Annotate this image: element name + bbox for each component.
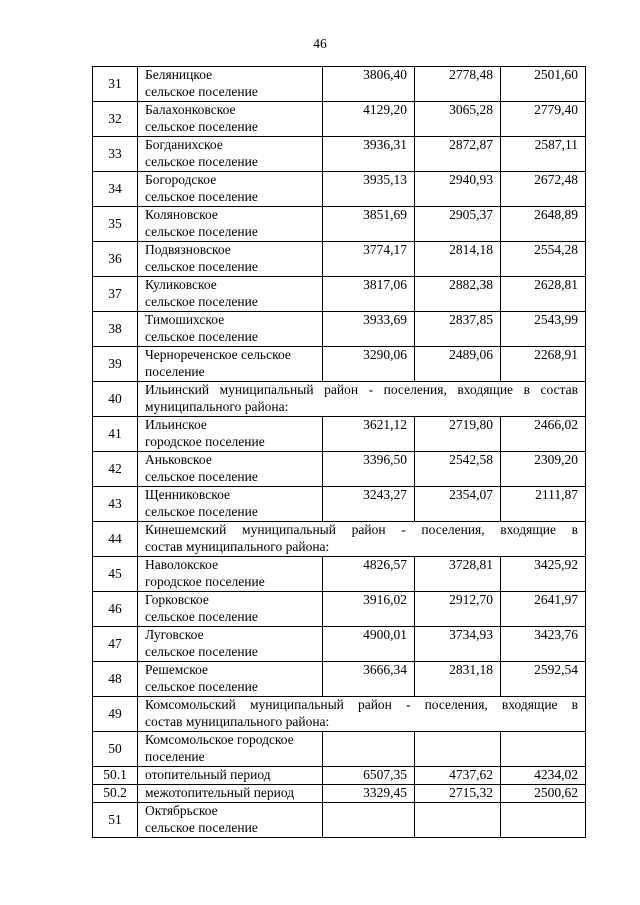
table-row: [93, 102, 586, 137]
settlement-name-line: сельское поселение: [145, 468, 258, 484]
value-cell: 3621,12: [323, 417, 415, 452]
value-cell: 2641,97: [501, 592, 586, 627]
section-heading-line: состав муниципального района:: [145, 713, 330, 729]
settlement-name-line: Октябрьское: [145, 803, 218, 818]
settlement-name: [138, 172, 323, 207]
value-cell: [501, 732, 586, 767]
section-heading-line: Комсомольский муниципальный район - поселения, входящие в: [145, 697, 578, 712]
section-heading: [138, 697, 586, 732]
settlement-name: [138, 785, 323, 803]
row-number: 50: [93, 732, 138, 767]
settlement-name-line: Чернореченское сельское: [145, 347, 291, 362]
settlement-name-line: сельское поселение: [145, 118, 258, 134]
settlement-name-line: Наволокское: [145, 557, 219, 572]
table-row: [93, 452, 586, 487]
row-number: 38: [93, 312, 138, 347]
settlement-name: [138, 312, 323, 347]
value-cell: 3806,40: [323, 67, 415, 102]
settlement-name-line: Луговское: [145, 627, 204, 642]
value-cell: 2542,58: [415, 452, 501, 487]
row-number: 48: [93, 662, 138, 697]
settlement-name: [138, 662, 323, 697]
value-cell: 2779,40: [501, 102, 586, 137]
row-number: 50.2: [93, 785, 138, 803]
row-number: 31: [93, 67, 138, 102]
table-row: [93, 487, 586, 522]
settlement-name-line: Коляновское: [145, 207, 218, 222]
table-row: [93, 242, 586, 277]
value-cell: 3243,27: [323, 487, 415, 522]
settlement-name-line: Щенниковское: [145, 487, 230, 502]
settlement-name: [138, 627, 323, 662]
settlement-name-line: сельское поселение: [145, 819, 258, 835]
settlement-name-line: сельское поселение: [145, 153, 258, 169]
value-cell: 3774,17: [323, 242, 415, 277]
row-number: 36: [93, 242, 138, 277]
tariff-table: [92, 66, 586, 838]
row-number: 50.1: [93, 767, 138, 785]
settlement-name: [138, 592, 323, 627]
table-row: [93, 137, 586, 172]
row-number: 47: [93, 627, 138, 662]
settlement-name: [138, 102, 323, 137]
value-cell: 2648,89: [501, 207, 586, 242]
settlement-name: [138, 767, 323, 785]
settlement-name-line: Комсомольское городское: [145, 732, 294, 747]
value-cell: 3425,92: [501, 557, 586, 592]
section-heading-line: Кинешемский муниципальный район - поселения, входящие в: [145, 522, 578, 537]
row-number: 46: [93, 592, 138, 627]
value-cell: 2466,02: [501, 417, 586, 452]
value-cell: 2719,80: [415, 417, 501, 452]
settlement-name: [138, 487, 323, 522]
value-cell: [323, 732, 415, 767]
section-heading: [138, 522, 586, 557]
value-cell: 3916,02: [323, 592, 415, 627]
table-row: [93, 557, 586, 592]
settlement-name: [138, 452, 323, 487]
settlement-name: [138, 347, 323, 382]
value-cell: 3666,34: [323, 662, 415, 697]
row-number: 40: [93, 382, 138, 417]
table-row: [93, 277, 586, 312]
table-row: [93, 417, 586, 452]
value-cell: 2354,07: [415, 487, 501, 522]
settlement-name: [138, 732, 323, 767]
settlement-name: [138, 242, 323, 277]
settlement-name-line: Беляницкое: [145, 67, 213, 82]
value-cell: 3396,50: [323, 452, 415, 487]
section-row: [93, 697, 586, 732]
value-cell: 2268,91: [501, 347, 586, 382]
table-row: [93, 767, 586, 785]
value-cell: 2831,18: [415, 662, 501, 697]
value-cell: [415, 803, 501, 838]
value-cell: 3329,45: [323, 785, 415, 803]
value-cell: 2500,62: [501, 785, 586, 803]
row-number: 33: [93, 137, 138, 172]
value-cell: 3734,93: [415, 627, 501, 662]
settlement-name-line: Подвязновское: [145, 242, 231, 257]
settlement-name-line: Куликовское: [145, 277, 217, 292]
section-heading-line: состав муниципального района:: [145, 538, 330, 554]
table-row: [93, 207, 586, 242]
value-cell: 3728,81: [415, 557, 501, 592]
value-cell: 2592,54: [501, 662, 586, 697]
value-cell: 2814,18: [415, 242, 501, 277]
settlement-name-line: поселение: [145, 363, 205, 379]
value-cell: 2882,38: [415, 277, 501, 312]
table-row: [93, 67, 586, 102]
section-row: [93, 382, 586, 417]
table-row: [93, 592, 586, 627]
row-number: 51: [93, 803, 138, 838]
settlement-name-line: сельское поселение: [145, 223, 258, 239]
value-cell: 3423,76: [501, 627, 586, 662]
settlement-name-line: сельское поселение: [145, 293, 258, 309]
value-cell: 3933,69: [323, 312, 415, 347]
settlement-name-line: сельское поселение: [145, 643, 258, 659]
settlement-name: [138, 207, 323, 242]
value-cell: 4826,57: [323, 557, 415, 592]
value-cell: 2905,37: [415, 207, 501, 242]
settlement-name-line: сельское поселение: [145, 678, 258, 694]
value-cell: 3851,69: [323, 207, 415, 242]
section-heading-line: Ильинский муниципальный район - поселения, входящие в состав: [145, 382, 578, 397]
value-cell: 2501,60: [501, 67, 586, 102]
row-number: 39: [93, 347, 138, 382]
row-number: 45: [93, 557, 138, 592]
value-cell: 4129,20: [323, 102, 415, 137]
row-number: 35: [93, 207, 138, 242]
settlement-name: [138, 803, 323, 838]
value-cell: 3065,28: [415, 102, 501, 137]
value-cell: 3936,31: [323, 137, 415, 172]
settlement-name-line: поселение: [145, 748, 205, 764]
table-row: [93, 172, 586, 207]
value-cell: 2715,32: [415, 785, 501, 803]
row-number: 43: [93, 487, 138, 522]
settlement-name: [138, 417, 323, 452]
value-cell: 4737,62: [415, 767, 501, 785]
row-number: 32: [93, 102, 138, 137]
table-row: [93, 627, 586, 662]
value-cell: [415, 732, 501, 767]
settlement-name-line: городское поселение: [145, 573, 265, 589]
value-cell: 3935,13: [323, 172, 415, 207]
settlement-name-line: сельское поселение: [145, 608, 258, 624]
table-row: [93, 785, 586, 803]
row-number: 44: [93, 522, 138, 557]
row-number: 42: [93, 452, 138, 487]
row-number: 49: [93, 697, 138, 732]
settlement-name: [138, 557, 323, 592]
settlement-name-line: отопительный период: [145, 767, 271, 782]
value-cell: 2554,28: [501, 242, 586, 277]
settlement-name-line: сельское поселение: [145, 328, 258, 344]
row-number: 41: [93, 417, 138, 452]
settlement-name-line: Богородское: [145, 172, 217, 187]
row-number: 34: [93, 172, 138, 207]
value-cell: 3290,06: [323, 347, 415, 382]
settlement-name-line: сельское поселение: [145, 258, 258, 274]
table-row: [93, 347, 586, 382]
table-row: [93, 732, 586, 767]
settlement-name-line: Горковское: [145, 592, 209, 607]
value-cell: 2489,06: [415, 347, 501, 382]
section-heading: [138, 382, 586, 417]
value-cell: 2872,87: [415, 137, 501, 172]
settlement-name: [138, 277, 323, 312]
value-cell: 2628,81: [501, 277, 586, 312]
section-row: [93, 522, 586, 557]
value-cell: 2543,99: [501, 312, 586, 347]
value-cell: 2309,20: [501, 452, 586, 487]
settlement-name-line: Аньковское: [145, 452, 212, 467]
settlement-name-line: Тимошихское: [145, 312, 225, 327]
value-cell: 2912,70: [415, 592, 501, 627]
section-heading-line: муниципального района:: [145, 398, 289, 414]
value-cell: 2778,48: [415, 67, 501, 102]
settlement-name-line: сельское поселение: [145, 503, 258, 519]
table-row: [93, 803, 586, 838]
settlement-name-line: Балахонковское: [145, 102, 236, 117]
settlement-name-line: Богданихское: [145, 137, 223, 152]
settlement-name: [138, 67, 323, 102]
row-number: 37: [93, 277, 138, 312]
value-cell: 4900,01: [323, 627, 415, 662]
value-cell: 2837,85: [415, 312, 501, 347]
value-cell: 6507,35: [323, 767, 415, 785]
settlement-name-line: сельское поселение: [145, 83, 258, 99]
value-cell: 4234,02: [501, 767, 586, 785]
value-cell: 3817,06: [323, 277, 415, 312]
value-cell: [323, 803, 415, 838]
settlement-name-line: межотопительный период: [145, 785, 295, 800]
settlement-name-line: Решемское: [145, 662, 209, 677]
settlement-name-line: Ильинское: [145, 417, 207, 432]
value-cell: 2940,93: [415, 172, 501, 207]
page-number: 46: [313, 36, 327, 51]
settlement-name-line: сельское поселение: [145, 188, 258, 204]
value-cell: 2111,87: [501, 487, 586, 522]
value-cell: [501, 803, 586, 838]
settlement-name-line: городское поселение: [145, 433, 265, 449]
value-cell: 2672,48: [501, 172, 586, 207]
settlement-name: [138, 137, 323, 172]
table-row: [93, 312, 586, 347]
table-row: [93, 662, 586, 697]
value-cell: 2587,11: [501, 137, 586, 172]
